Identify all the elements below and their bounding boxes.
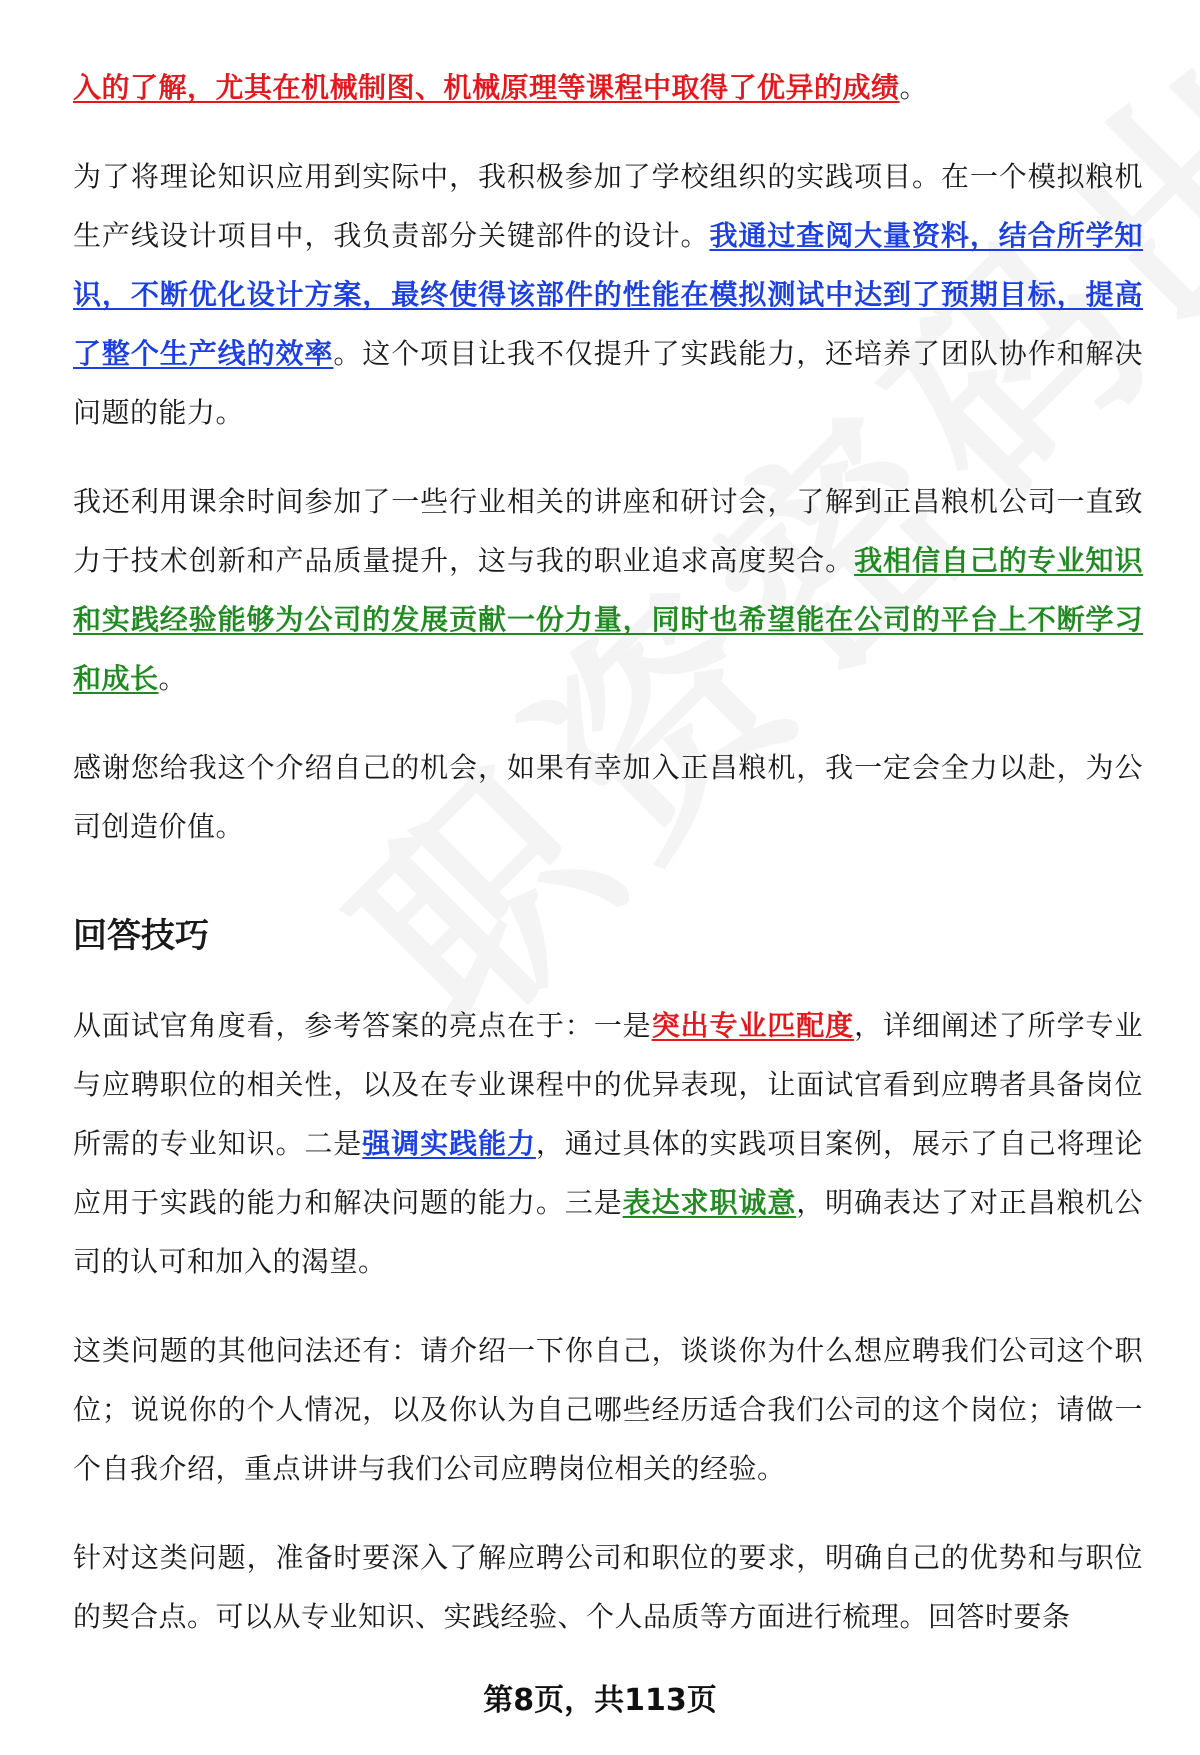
text: 。 [899,71,929,104]
text: 从面试官角度看，参考答案的亮点在于：一是 [73,1009,652,1042]
text: 为了将理论知识应用到实际中，我积极参加了学校组织的实践项目。在一个模拟粮机生产线设计项目中，我负责部分关键部件的设计。 [73,160,1143,252]
paragraph-7: 针对这类问题，准备时要深入了解应聘公司和职位的要求，明确自己的优势和与职位的契合点。可以从专业知识、实践经验、个人品质等方面进行梳理。回答时要条 [73,1541,1143,1633]
highlight-green: 我相信自己的专业知识和实践经验能够为公司的发展贡献一份力量，同时也希望能在公司的平台上不断学习和成长 [73,544,1143,695]
paragraph-6: 这类问题的其他问法还有：请介绍一下你自己，谈谈你为什么想应聘我们公司这个职位；说说你的个人情况，以及你认为自己哪些经历适合我们公司的这个岗位；请做一个自我介绍，重点讲讲与我们公司应聘岗位相关的经验。 [73,1334,1143,1485]
paragraph-3 [73,472,1143,708]
highlight-blue: 强调实践能力 [362,1127,536,1160]
document-body [73,58,1143,1676]
highlight-red: 突出专业匹配度 [651,1009,855,1042]
highlight-green: 表达求职诚意 [622,1186,797,1219]
page-number: 第8页，共113页 [483,1683,717,1718]
text: 。 [158,662,188,695]
paragraph-4: 感谢您给我这个介绍自己的机会，如果有幸加入正昌粮机，我一定会全力以赴，为公司创造价值。 [73,751,1143,843]
text: 。这个项目让我不仅提升了实践能力，还培养了团队协作和解决问题的能力。 [73,337,1143,429]
text: ，明确表达了对正昌粮机公司的认可和加入的渴望。 [73,1186,1143,1278]
text: ，详细阐述了所学专业与应聘职位的相关性，以及在专业课程中的优异表现，让面试官看到应聘者具备岗位所需的专业知识。二是 [73,1009,1143,1160]
paragraph-5 [73,996,1143,1291]
highlight-blue: 我通过查阅大量资料，结合所学知识，不断优化设计方案，最终使得该部件的性能在模拟测试中达到了预期目标，提高了整个生产线的效率 [73,219,1143,370]
text: 我还利用课余时间参加了一些行业相关的讲座和研讨会，了解到正昌粮机公司一直致力于技术创新和产品质量提升，这与我的职业追求高度契合。 [73,485,1143,577]
text: ，通过具体的实践项目案例，展示了自己将理论应用于实践的能力和解决问题的能力。三是 [73,1127,1143,1219]
section-heading: 回答技巧 [73,916,209,956]
paragraph-2 [73,147,1143,442]
highlight-red: 入的了解，尤其在机械制图、机械原理等课程中取得了优异的成绩 [73,71,900,104]
paragraph-1 [73,58,1143,117]
